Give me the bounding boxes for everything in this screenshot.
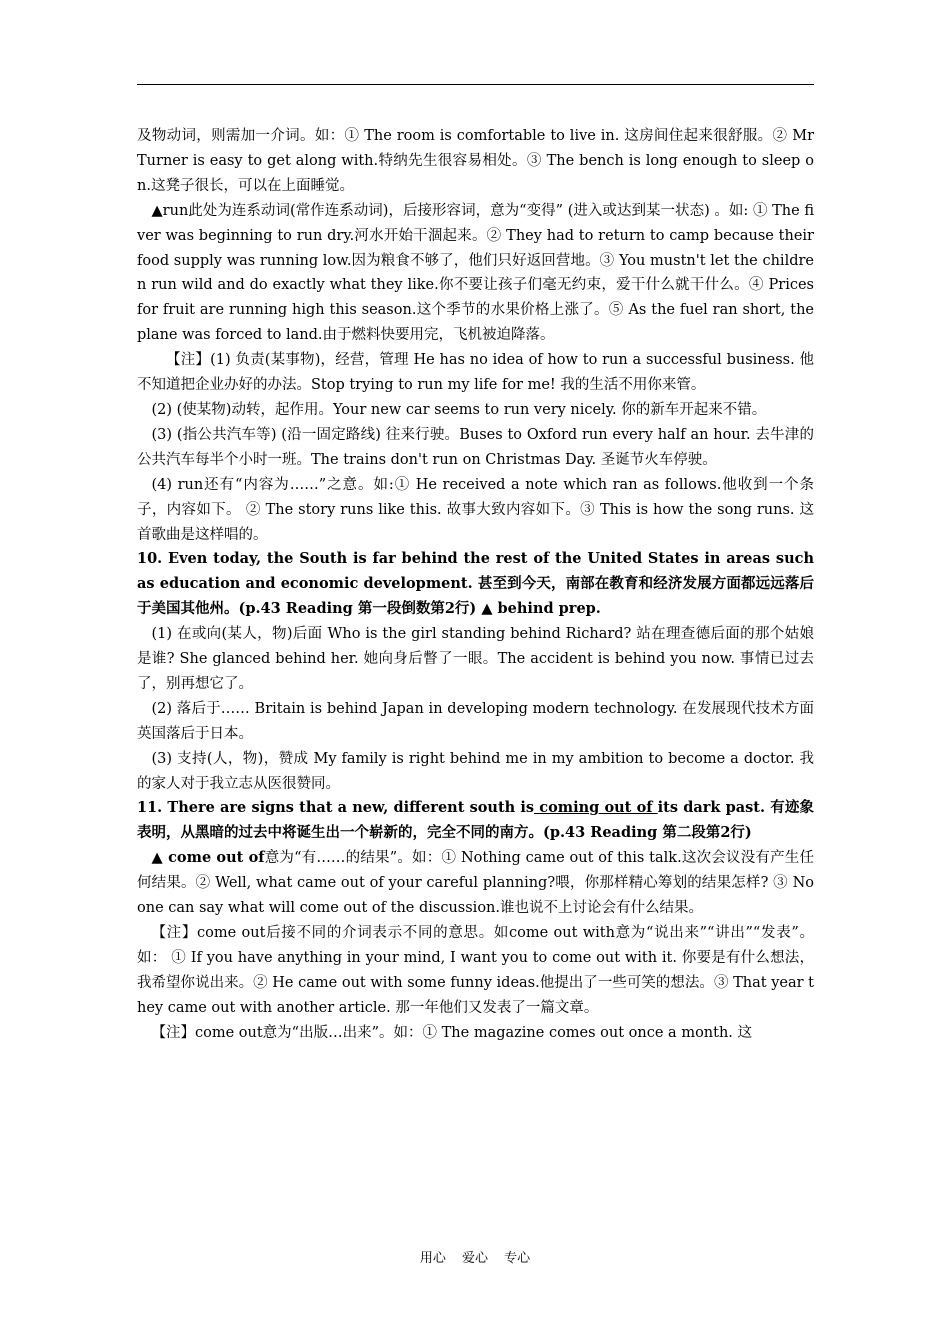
heading-item-10: 10. Even today, the South is far behind the rest of the United States in areas such as education and economic development. 甚至到今天，南部在教育和经济发展方面都远远落后于美国其他州。(p.43 Reading 第一段倒数第2行) ▲ behind prep.: [137, 550, 814, 618]
paragraph-note-come-out-publish: 【注】come out意为“出版…出来”。如：① The magazine comes out once a month. 这: [151, 1024, 753, 1041]
page-footer: [0, 1247, 950, 1266]
come-out-of-text: 意为“有……的结果”。如：① Nothing came out of this talk.这次会议没有产生任何结果。② Well, what came out of your careful planning?喂，你那样精心筹划的结果怎样? ③ No one can say what will come out of the discussion.谁也说不上讨论会有什么结果。: [137, 850, 815, 917]
paragraph-run-linking-verb: ▲run此处为连系动词(常作连系动词)，后接形容词，意为“变得” (进入或达到某一状态) 。如: ① The fiver was beginning to run dry.河水开始干涸起来。② They had to return to camp because their food supply was running low.因为粮食不够了，他们只好返回营地。③ You mustn't let the children run wild and do exactly what they like.你不要让孩子们毫无约束，爱干什么就干什么。④ Prices for fruit are running high this season.这个季节的水果价格上涨了。⑤ As the fuel ran short, the plane was forced to land.由于燃料快要用完，飞机被迫降落。: [137, 202, 814, 344]
paragraph-behind-lag: (2) 落后于…… Britain is behind Japan in developing modern technology. 在发展现代技术方面英国落后于日本。: [137, 700, 814, 742]
come-out-of-label: ▲ come out of: [151, 849, 265, 867]
paragraph-transitive-verbs: 及物动词，则需加一介词。如：① The room is comfortable to live in. 这房间住起来很舒服。② Mr Turner is easy to get along with.特纳先生很容易相处。③ The bench is long enough to sleep on.这凳子很长，可以在上面睡觉。: [137, 128, 814, 194]
paragraph-come-out-of: [137, 846, 814, 921]
header-rule: [137, 84, 814, 85]
heading-item-11: [137, 796, 814, 846]
item-11-underlined-phrase: coming out of: [534, 799, 658, 817]
item-11-text-a: 11. There are signs that a new, different south is: [137, 799, 535, 817]
paragraph-behind-support: (3) 支持(人，物)，赞成 My family is right behind me in my ambition to become a doctor. 我的家人对于我立志从医很赞同。: [137, 750, 814, 792]
paragraph-note-come-out-with: 【注】come out后接不同的介词表示不同的意思。如come out with意为“说出来”“讲出”“发表”。如： ① If you have anything in your mind, I want you to come out with it. 你要是有什么想法，我希望你说出来。② He came out with some funny ideas.他提出了一些可笑的想法。③ That year they came out with another article. 那一年他们又发表了一篇文章。: [137, 925, 814, 1016]
paragraph-run-operate: (2) (使某物)动转，起作用。Your new car seems to run very nicely. 你的新车开起来不错。: [151, 401, 767, 418]
paragraph-behind-position: (1) 在或向(某人，物)后面 Who is the girl standing behind Richard? 站在理查德后面的那个姑娘是谁? She glanced behind her. 她向身后瞥了一眼。The accident is behind you now. 事情已过去了，别再想它了。: [137, 626, 814, 692]
footer-word: 爱心: [461, 1251, 488, 1266]
paragraph-run-buses: (3) (指公共汽车等) (沿一固定路线) 往来行驶。Buses to Oxford run every half an hour. 去牛津的公共汽车每半个小时一班。The trains don't run on Christmas Day. 圣诞节火车停驶。: [137, 426, 814, 468]
footer-word: 专心: [504, 1251, 531, 1266]
paragraph-run-content: (4) run还有“内容为……”之意。如:① He received a note which ran as follows.他收到一个条子，内容如下。 ② The story runs like this. 故事大致内容如下。③ This is how the song runs. 这首歌曲是这样唱的。: [137, 476, 814, 543]
footer-word: 用心: [419, 1251, 446, 1266]
paragraph-note-run-manage: 【注】(1) 负责(某事物)，经营，管理 He has no idea of how to run a successful business. 他不知道把企业办好的办法。Stop trying to run my life for me! 我的生活不用你来管。: [137, 352, 814, 394]
document-body: [137, 124, 814, 1046]
item-11-text-b: its dark past. 有迹象表明，从黑暗的过去中将诞生出一个崭新的，完全不同的南方。(p.43 Reading 第二段第2行): [137, 799, 814, 842]
